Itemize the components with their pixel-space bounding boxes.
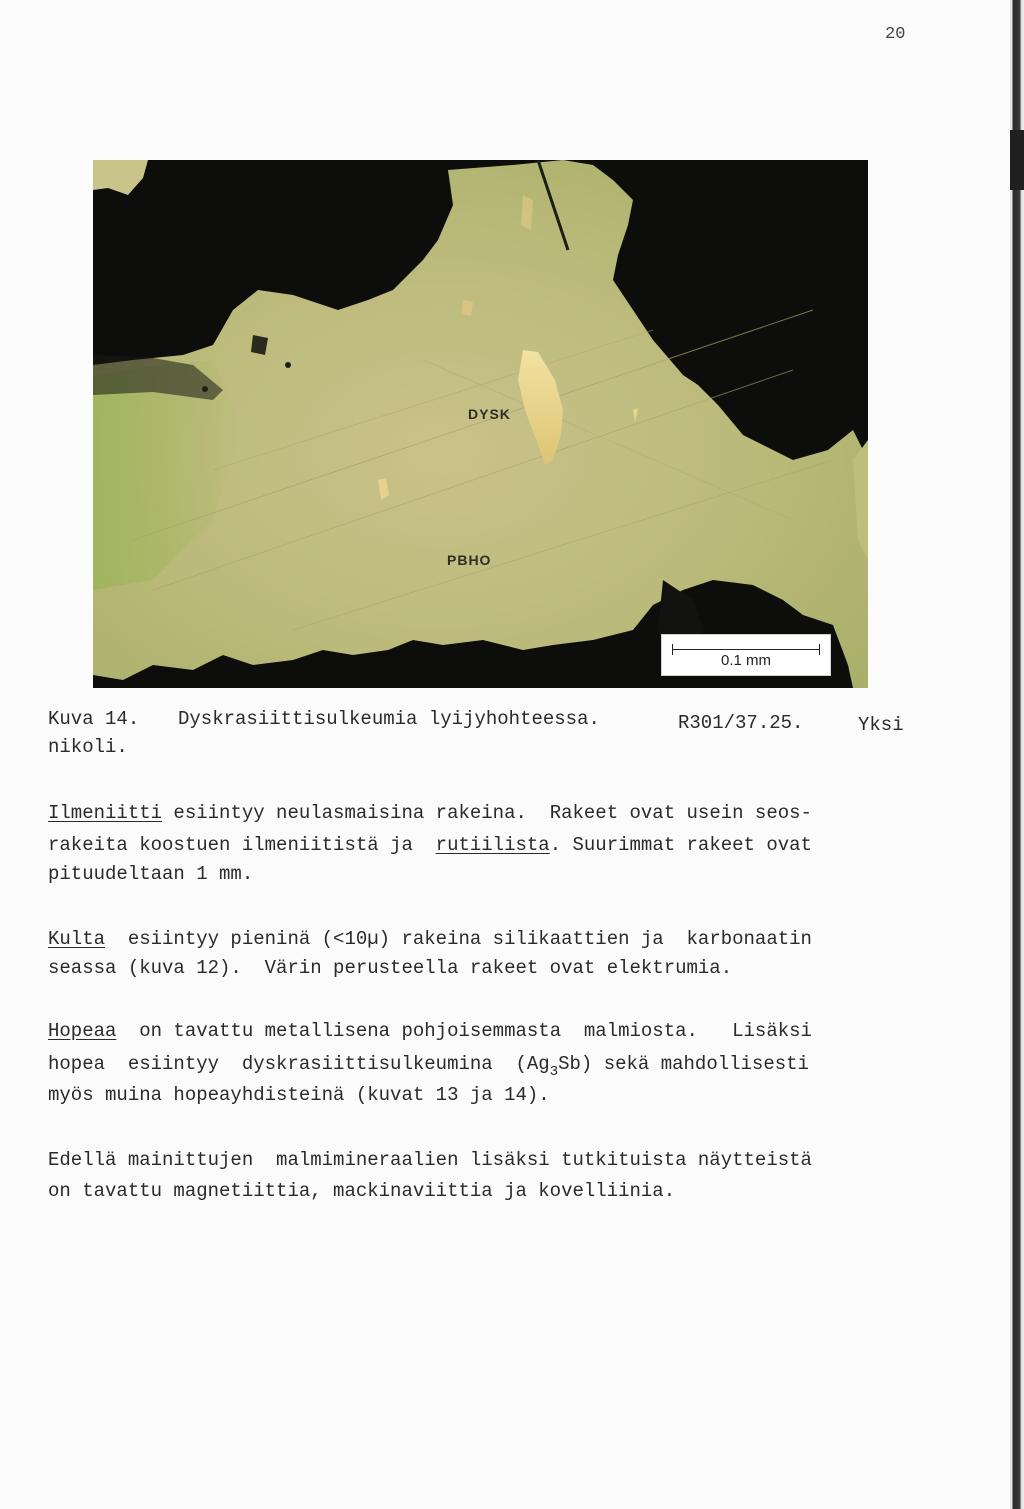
paragraph-hopeaa-text1: on tavattu metallisena pohjoisemmasta malmiosta. Lisäksi xyxy=(116,1020,812,1042)
subscript-3: 3 xyxy=(549,1064,559,1080)
paragraph-ilmeniitti-line2 xyxy=(48,833,812,857)
paragraph-hopeaa-text2a: hopea esiintyy dyskrasiittisulkeumina (Ag xyxy=(48,1053,550,1075)
micrograph-figure xyxy=(93,160,868,688)
paragraph-ilmeniitti-text2a: rakeita koostuen ilmeniitistä ja xyxy=(48,834,436,856)
scale-bar-label: 0.1 mm xyxy=(720,652,771,669)
paragraph-kulta-line1 xyxy=(48,927,812,951)
paragraph-hopeaa-text2b: Sb) sekä mahdollisesti xyxy=(558,1053,809,1075)
caption-sample: R301/37.25. xyxy=(678,712,804,734)
paragraph-ilmeniitti-text2b: . Suurimmat rakeet ovat xyxy=(549,834,812,856)
paragraph-ilmeniitti-text1: esiintyy neulasmaisina rakeina. Rakeet ovat usein seos- xyxy=(162,802,812,824)
micrograph-image xyxy=(93,160,868,688)
paragraph-hopeaa-line1 xyxy=(48,1019,812,1043)
term-ilmeniitti: Ilmeniitti xyxy=(48,802,163,824)
paragraph-kulta-line2: seassa (kuva 12). Värin perusteella rakeet ovat elektrumia. xyxy=(48,957,733,979)
paragraph-ilmeniitti-line1 xyxy=(48,801,812,825)
pbho-label: PBHO xyxy=(447,552,492,568)
caption-label: Kuva 14. xyxy=(48,708,140,730)
caption-line2: nikoli. xyxy=(48,736,128,758)
paragraph-ilmeniitti-line3: pituudeltaan 1 mm. xyxy=(48,863,254,885)
paragraph-edella-line2: on tavattu magnetiittia, mackinaviittia ja kovelliinia. xyxy=(48,1180,676,1202)
caption-text: Dyskrasiittisulkeumia lyijyhohteessa. xyxy=(178,708,600,730)
term-hopeaa: Hopeaa xyxy=(48,1020,117,1042)
term-kulta: Kulta xyxy=(48,928,106,950)
paragraph-edella-line1: Edellä mainittujen malmimineraalien lisäksi tutkituista näytteistä xyxy=(48,1149,812,1171)
scale-bar xyxy=(661,634,831,676)
paragraph-hopeaa-line2 xyxy=(48,1052,809,1080)
term-rutiilista: rutiilista xyxy=(435,834,550,856)
paragraph-hopeaa-line3: myös muina hopeayhdisteinä (kuvat 13 ja 14). xyxy=(48,1084,550,1106)
page-edge xyxy=(1010,0,1024,1509)
caption-yksi: Yksi xyxy=(858,714,904,736)
page-number: 20 xyxy=(885,25,906,44)
dysk-label: DYSK xyxy=(468,406,511,422)
page-edge-mark xyxy=(1010,130,1024,190)
paragraph-kulta-text1: esiintyy pieninä (<10µ) rakeina silikaattien ja karbonaatin xyxy=(105,928,812,950)
